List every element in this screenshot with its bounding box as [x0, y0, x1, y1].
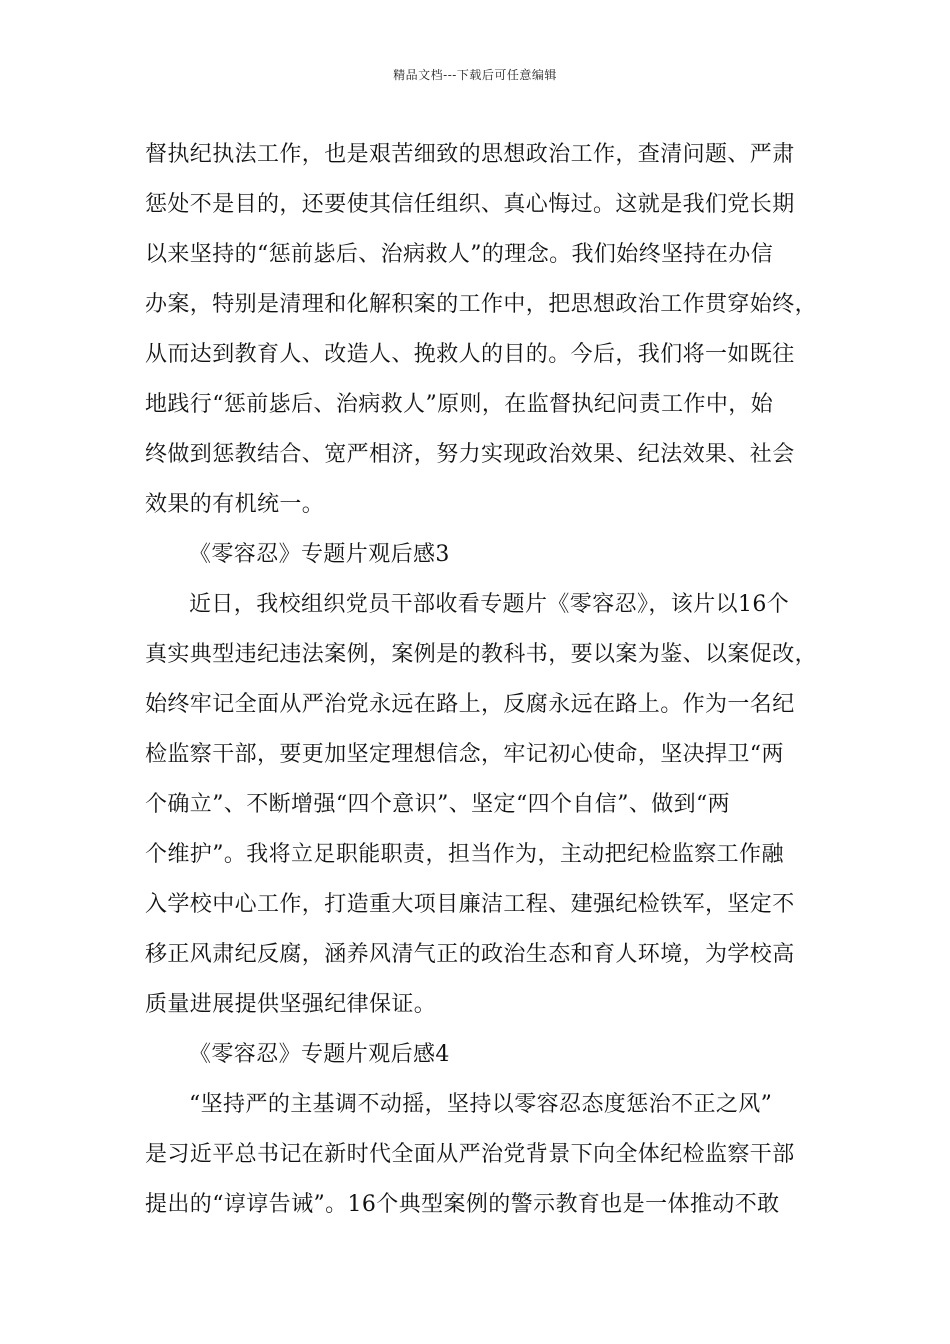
- text-line: 真实典型违纪违法案例，案例是的教科书，要以案为鉴、以案促改，: [145, 642, 818, 667]
- text-line: 督执纪执法工作，也是艰苦细致的思想政治工作，查清问题、严肃: [145, 142, 795, 167]
- text-line: 从而达到教育人、改造人、挽救人的目的。今后，我们将一如既往: [145, 342, 795, 367]
- text-line: 是习近平总书记在新时代全面从严治党背景下向全体纪检监察干部: [145, 1142, 795, 1167]
- text-line: 始终牢记全面从严治党永远在路上，反腐永远在路上。作为一名纪: [145, 692, 795, 717]
- text-line: 近日，我校组织党员干部收看专题片《零容忍》，该片以16个: [189, 592, 790, 617]
- text-line: 个确立”、不断增强“四个意识”、坚定“四个自信”、做到“两: [145, 792, 731, 817]
- section-heading: 《零容忍》专题片观后感4: [189, 1042, 450, 1067]
- text-line: “坚持严的主基调不动摇，坚持以零容忍态度惩治不正之风”: [189, 1092, 773, 1117]
- text-line: 质量进展提供坚强纪律保证。: [145, 992, 437, 1017]
- text-line: 效果的有机统一。: [145, 492, 325, 517]
- document-body: [145, 130, 818, 1230]
- page-header: 精品文档---下载后可任意编辑: [393, 68, 557, 82]
- text-line: 地践行“惩前毖后、治病救人”原则，在监督执纪问责工作中，始: [145, 392, 774, 417]
- text-line: 终做到惩教结合、宽严相济，努力实现政治效果、纪法效果、社会: [145, 442, 795, 467]
- text-line: 移正风肃纪反腐，涵养风清气正的政治生态和育人环境，为学校高: [145, 942, 795, 967]
- text-line: 惩处不是目的，还要使其信任组织、真心悔过。这就是我们党长期: [145, 192, 795, 217]
- text-line: 提出的“谆谆告诫”。16个典型案例的警示教育也是一体推动不敢: [145, 1192, 780, 1217]
- text-line: 入学校中心工作，打造重大项目廉洁工程、建强纪检铁军，坚定不: [145, 892, 795, 917]
- text-line: 个维护”。我将立足职能职责，担当作为，主动把纪检监察工作融: [145, 842, 784, 867]
- text-line: 办案，特别是清理和化解积案的工作中，把思想政治工作贯穿始终，: [145, 292, 818, 317]
- section-heading: 《零容忍》专题片观后感3: [189, 542, 450, 567]
- text-line: 检监察干部，要更加坚定理想信念，牢记初心使命，坚决捍卫“两: [145, 742, 784, 767]
- text-line: 以来坚持的“惩前毖后、治病救人”的理念。我们始终坚持在办信: [145, 242, 774, 267]
